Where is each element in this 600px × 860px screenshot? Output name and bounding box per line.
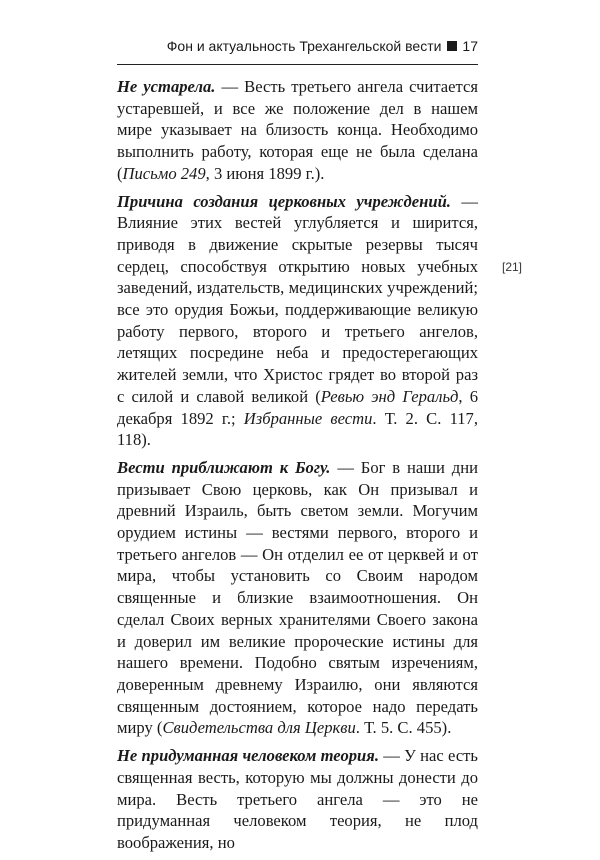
paragraph (117, 76, 478, 185)
square-bullet-icon (447, 41, 457, 51)
citation-detail: , 3 июня 1899 г.). (205, 163, 325, 183)
paragraph-body: Влияние этих вестей углубляется и ширится, приводя в движение скрытые резервы тысяч сердец, способствуя открытию новых учебных заведений, издательств, медицинских учреждений; все это орудия Божьи, поддерживающие великую работу первого, второго и третьего ангелов, летящих посредине неба и предостерегающих жителей земли, что Христос грядет во второй раз с силой и славой великой ( (117, 213, 478, 406)
page-number: 17 (462, 38, 478, 54)
dash: — (450, 191, 478, 211)
citation-detail: , 6 декабря 1892 г.; (117, 386, 479, 428)
paragraph (117, 745, 478, 854)
dash: — (215, 77, 245, 96)
paragraph-body: У нас есть священная весть, которую мы должны донести до мира. Весть третьего ангела — это не придуманная человеком теория, не плод воображения, но (117, 746, 478, 852)
margin-page-reference: [21] (502, 260, 523, 274)
paragraph-heading: Не устарела. (117, 77, 216, 96)
running-title: Фон и актуальность Трехангельской вести (166, 38, 442, 54)
citation-title: Письмо 249 (122, 163, 206, 183)
header-rule (117, 64, 478, 65)
paragraph-heading: Причина создания церковных учреждений. (117, 191, 451, 211)
paragraph-heading: Не придуманная человеком теория. (117, 746, 379, 766)
paragraph (117, 191, 478, 451)
paragraph-body: Бог в наши дни призывает Свою церковь, как Он призывал и древний Израиль, быть светом земли. Могучим орудием истины — вестями первого, второго и третьего ангелов — Он отделил ее от церквей и от мира, чтобы установить со Своим народом священные и близкие взаимоотношения. Он сделал Своих верных хранителями Своего закона и доверил им великие пророческие истины для нашего времени. Подобно святым изречениям, доверенным древнему Израилю, они являются священным достоянием, которое надо передать миру ( (117, 457, 478, 738)
paragraph-heading: Вести приближают к Богу. (117, 457, 331, 477)
body-text (117, 76, 478, 860)
citation-title: Ревью энд Геральд (320, 386, 459, 406)
citation-title: Избранные вести (243, 408, 373, 428)
dash: — (330, 457, 361, 477)
paragraph-body: Весть третьего ангела считается устаревшей, и все же положение дел в нашем мире указывает на близость конца. Необходимо выполнить работу, которая еще не была сделана ( (117, 77, 478, 183)
dash: — (378, 746, 405, 766)
paragraph (117, 457, 478, 739)
running-header (0, 38, 478, 60)
citation-title: Свидетельства для Церкви (162, 718, 356, 738)
citation-detail: . Т. 2. С. 117, 118). (117, 408, 478, 450)
citation-detail: . Т. 5. С. 455). (355, 718, 452, 738)
